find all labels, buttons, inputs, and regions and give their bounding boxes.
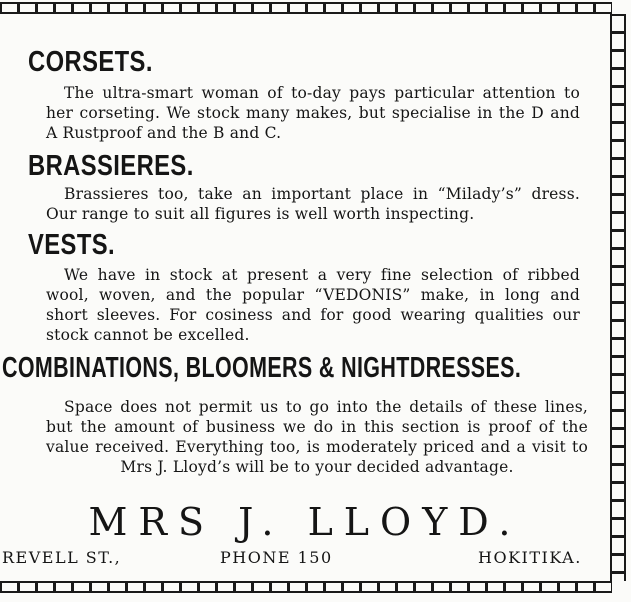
paragraph-combinations: Space does not permit us to go into the details of these lines, but the amount of business we do in this section is proof of the value received. Everything too, is moderately priced and a visit to Mrs J. Lloyd’s will be to your decided advantage. bbox=[46, 398, 588, 476]
heading-combinations: COMBINATIONS, BLOOMERS & NIGHTDRESSES. bbox=[2, 352, 522, 384]
footer-town: HOKITIKA. bbox=[478, 548, 582, 567]
paragraph-corsets: The ultra-smart woman of to-day pays particular attention to her corseting. We stock many makes, but specialise in the D and A Rustproof and the B and C. bbox=[46, 84, 580, 142]
advertiser-name: MRS J. LLOYD. bbox=[88, 500, 522, 544]
paragraph-brassieres: Brassieres too, take an important place in “Milady’s” dress. Our range to suit all figures is well worth inspecting. bbox=[46, 185, 580, 223]
heading-vests: VESTS. bbox=[28, 229, 116, 261]
heading-brassieres: BRASSIERES. bbox=[28, 150, 194, 182]
heading-corsets: CORSETS. bbox=[28, 46, 153, 78]
decorative-border-top bbox=[0, 2, 612, 14]
footer-street: REVELL ST., bbox=[2, 548, 122, 567]
decorative-border-right bbox=[610, 14, 626, 581]
decorative-border-bottom bbox=[0, 581, 612, 593]
footer-phone: PHONE 150 bbox=[220, 548, 333, 567]
paragraph-vests: We have in stock at present a very fine selection of ribbed wool, woven, and the popular “VEDONIS” make, in long and short sleeves. For cosiness and for good wearing qualities our stock cannot be excelled. bbox=[46, 266, 580, 344]
